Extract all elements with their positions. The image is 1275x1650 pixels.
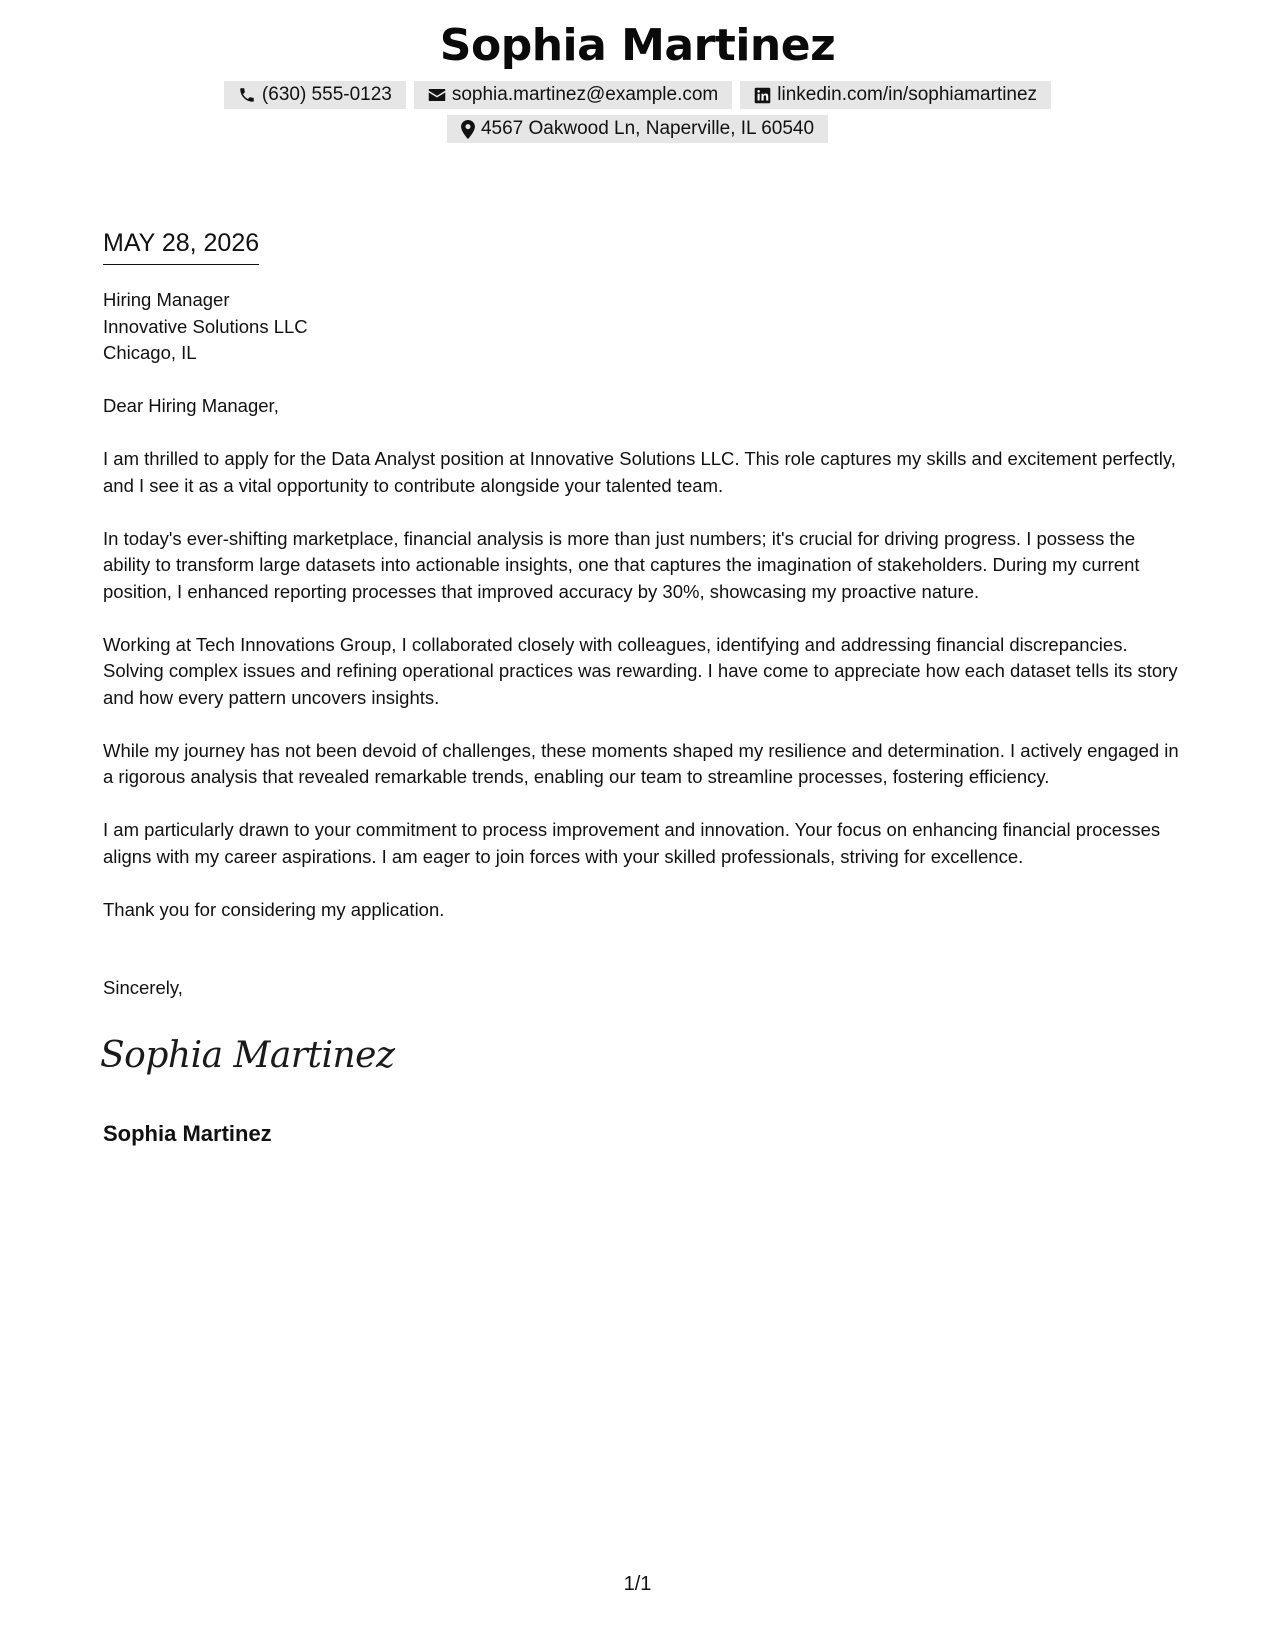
linkedin-text: linkedin.com/in/sophiamartinez xyxy=(777,84,1038,105)
handwritten-signature: Sophia Martinez xyxy=(100,1035,395,1076)
envelope-icon xyxy=(428,87,446,103)
map-marker-icon xyxy=(461,120,475,139)
linkedin-chip xyxy=(740,81,1051,109)
signer-name: Sophia Martinez xyxy=(103,1121,272,1146)
body-paragraph: While my journey has not been devoid of challenges, these moments shaped my resilience and determination. I actively engaged in a rigorous analysis that revealed remarkable trends, enabling our team to streamline processes, fostering efficiency. xyxy=(103,739,1179,787)
phone-text: (630) 555-0123 xyxy=(261,84,392,105)
recipient-title: Hiring Manager xyxy=(103,289,230,310)
linkedin-icon xyxy=(754,87,771,104)
contact-info-row xyxy=(0,81,1275,109)
page-number: 1/1 xyxy=(623,1573,652,1595)
email-text: sophia.martinez@example.com xyxy=(451,84,719,105)
email-chip xyxy=(414,81,732,109)
body-paragraph: I am particularly drawn to your commitment to process improvement and innovation. Your focus on enhancing financial processes aligns with my career aspirations. I am eager to join forces with your skilled professionals, striving for excellence. xyxy=(103,819,1161,867)
letter-body xyxy=(103,393,1183,950)
address-text: 4567 Oakwood Ln, Naperville, IL 60540 xyxy=(480,118,815,139)
body-paragraph: I am thrilled to apply for the Data Analyst position at Innovative Solutions LLC. This role captures my skills and excitement perfectly, and I see it as a vital opportunity to contribute alongside your talented team. xyxy=(103,448,1176,496)
address-chip xyxy=(447,115,828,143)
phone-chip xyxy=(224,81,406,109)
closing-text: Sincerely, xyxy=(103,977,183,998)
recipient-block xyxy=(103,287,308,367)
body-paragraph: Working at Tech Innovations Group, I collaborated closely with colleagues, identifying and addressing financial discrepancies. Solving complex issues and refining operational practices was rewarding. I have come to appreciate how each dataset tells its story and how every pattern uncovers insights. xyxy=(103,633,1178,708)
applicant-name-heading: Sophia Martinez xyxy=(439,20,836,71)
letter-date: MAY 28, 2026 xyxy=(103,226,259,265)
recipient-location: Chicago, IL xyxy=(103,342,197,363)
address-row xyxy=(0,115,1275,143)
body-paragraph: In today's ever-shifting marketplace, financial analysis is more than just numbers; it's crucial for driving progress. I possess the ability to transform large datasets into actionable insights, one that captures the imagination of stakeholders. During my current position, I enhanced reporting processes that improved accuracy by 30%, showcasing my proactive nature. xyxy=(103,527,1140,602)
salutation: Dear Hiring Manager, xyxy=(103,395,279,416)
recipient-company: Innovative Solutions LLC xyxy=(103,315,308,337)
body-paragraph: Thank you for considering my application. xyxy=(103,898,445,920)
phone-icon xyxy=(238,86,256,104)
